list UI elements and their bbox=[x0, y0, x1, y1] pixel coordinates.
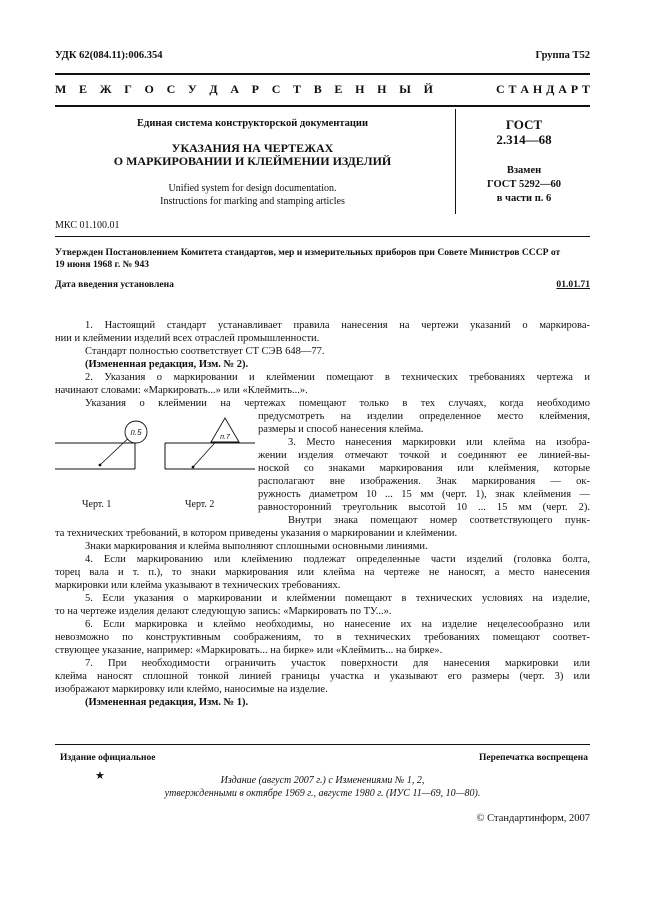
p1-line1: 1. Настоящий стандарт устанавливает правила нанесения на чертежи указаний о маркирова- bbox=[85, 320, 590, 331]
title-divider bbox=[455, 109, 456, 214]
banner-letter: А bbox=[558, 82, 567, 96]
banner-letter: Т bbox=[293, 82, 302, 96]
top-rule bbox=[55, 73, 590, 75]
p3-line3: ноской со знаками маркирования или клеймения, которые bbox=[258, 463, 590, 474]
figure-1-label: п.5 bbox=[130, 428, 142, 437]
replaces-block bbox=[458, 164, 590, 206]
doc-title-line2: О МАРКИРОВАНИИ И КЛЕЙМЕНИИ ИЗДЕЛИЙ bbox=[113, 154, 392, 168]
p4-line1: 4. Если маркированию или клеймению подлежат определенные части изделий (головка болта, bbox=[85, 554, 590, 565]
p3-line7: Внутри знака помещают номер соответствующего пунк- bbox=[288, 515, 590, 526]
gost-number: 2.314—68 bbox=[496, 132, 552, 147]
p6-line1: 6. Если маркировка и клеймо необходимы, но нанесение их на изделие нецелесообразно или bbox=[85, 619, 590, 630]
p2-line2: начинают словами: «Маркировать...» или «Клеймить...». bbox=[55, 385, 308, 396]
figure-1-caption: Черт. 1 bbox=[82, 499, 112, 510]
banner-letter: Д bbox=[546, 82, 555, 96]
p3-line4: располагают вне изображения. Знак маркирования — ок- bbox=[258, 476, 590, 487]
figure-2-label: п.7 bbox=[220, 434, 230, 441]
effective-date-value: 01.01.71 bbox=[556, 279, 590, 290]
banner-letter: Ж bbox=[99, 82, 112, 96]
star-icon: ★ bbox=[95, 770, 105, 782]
p6-line2: невозможно по конструктивным соображениям, то в технических требованиях помещают соответ- bbox=[55, 632, 590, 643]
p2-line4: предусмотреть на изделии определенное место клеймения, bbox=[258, 411, 590, 422]
p5-line2: то на чертеже изделия делают следующую запись: «Маркировать по ТУ...». bbox=[55, 606, 392, 617]
banner-letter: Р bbox=[251, 82, 260, 96]
p3-line9: Знаки маркирования и клейма выполняют сплошными основными линиями. bbox=[85, 541, 428, 552]
effective-date-label: Дата введения установлена bbox=[55, 279, 174, 290]
banner-letter: В bbox=[313, 82, 322, 96]
approval-line1: Утвержден Постановлением Комитета стандартов, мер и измерительных приборов при Совете Министров СССР от bbox=[55, 247, 561, 258]
banner-letter: Е bbox=[79, 82, 88, 96]
p1-line3: Стандарт полностью соответствует СТ СЭВ 648—77. bbox=[85, 346, 325, 357]
group-code: Группа Т52 bbox=[535, 50, 590, 61]
p3-line8: та технических требований, в котором приведены указания о маркировании и клеймении. bbox=[55, 528, 458, 539]
p3-line5: ружность диаметром 10 ... 15 мм (черт. 1), знак клеймения — bbox=[258, 489, 590, 500]
banner-letter: Т bbox=[581, 82, 590, 96]
english-title-line2: Instructions for marking and stamping articles bbox=[160, 196, 345, 207]
p3-line6: равносторонний треугольник высотой 10 ... 15 мм (черт. 2). bbox=[258, 502, 590, 513]
figure-1-marking-sign bbox=[55, 421, 147, 469]
gost-designation bbox=[458, 117, 590, 147]
approval-text bbox=[55, 247, 595, 271]
banner-letter: С bbox=[271, 82, 281, 96]
p2-line1: 2. Указания о маркировании и клеймении помещают в технических требованиях чертежа и bbox=[85, 372, 590, 383]
banner-word-interstate bbox=[55, 82, 433, 97]
p3-line1: 3. Место нанесения маркировки или клейма на изобра- bbox=[288, 437, 590, 448]
banner-word-standard bbox=[496, 82, 590, 97]
p7-line2: клейма наносят сплошной тонкой линией границы участка и указывают его размеры (черт. 3) или bbox=[55, 671, 590, 682]
banner-letter: Т bbox=[508, 82, 517, 96]
p7-line1: 7. При необходимости ограничить участок поверхности для нанесения маркировки или bbox=[85, 658, 590, 669]
p5-line1: 5. Если указания о маркировании и клеймении помещают в технических условиях на изделие, bbox=[85, 593, 590, 604]
udk-code: УДК 62(084.11):006.354 bbox=[55, 50, 163, 61]
p3-line2: жении изделия отмечают точкой и соединяют ее линией-вы- bbox=[258, 450, 590, 461]
banner-letter: О bbox=[144, 82, 154, 96]
system-name: Единая система конструкторской документации bbox=[137, 118, 368, 129]
banner-letter: Г bbox=[124, 82, 132, 96]
banner-letter: Й bbox=[423, 82, 433, 96]
banner-letter: А bbox=[520, 82, 530, 96]
p1-amendment: (Измененная редакция, Изм. № 2). bbox=[85, 359, 249, 370]
mks-code: МКС 01.100.01 bbox=[55, 220, 120, 231]
figure-2-stamping-sign bbox=[165, 418, 255, 469]
edition-note-line1: Издание (август 2007 г.) с Изменениями № 1, 2, bbox=[220, 775, 425, 786]
banner-letter: Д bbox=[209, 82, 218, 96]
banner-letter: А bbox=[230, 82, 239, 96]
figure-2-caption: Черт. 2 bbox=[185, 499, 215, 510]
edition-note bbox=[55, 774, 590, 800]
approval-line2: 19 июня 1968 г. № 943 bbox=[55, 259, 150, 270]
reprint-prohibited: Перепечатка воспрещена bbox=[478, 753, 588, 763]
replaces-part: в части п. 6 bbox=[496, 193, 552, 204]
p4-line2: торец вала и т. п.), то знаки маркирования или клейма на чертеже не наносят, а место нанесения bbox=[55, 567, 590, 578]
banner-rule bbox=[55, 105, 590, 107]
p2-line5: размеры и способ нанесения клейма. bbox=[258, 424, 424, 435]
banner-letter: С bbox=[496, 82, 505, 96]
edition-note-line2: утвержденными в октябре 1969 г., августе 1980 г. (ИУС 11—69, 10—80). bbox=[164, 788, 481, 799]
p6-line3: ствующее указание, например: «Маркировать... на бирке» или «Клеймить... на бирке». bbox=[55, 645, 443, 656]
doc-title-line1: УКАЗАНИЯ НА ЧЕРТЕЖАХ bbox=[171, 141, 334, 155]
p1-line2: нии и клеймении изделий всех отраслей промышленности. bbox=[55, 333, 320, 344]
official-edition: Издание официальное bbox=[60, 753, 156, 763]
english-title bbox=[55, 182, 450, 208]
english-title-line1: Unified system for design documentation. bbox=[168, 183, 337, 194]
banner-letter: М bbox=[55, 82, 67, 96]
banner-letter: С bbox=[166, 82, 176, 96]
doc-title bbox=[55, 142, 450, 168]
copyright: © Стандартинформ, 2007 bbox=[476, 813, 590, 824]
p4-line3: маркировки или клейма указывают в технических требованиях. bbox=[55, 580, 341, 591]
banner-letter: У bbox=[187, 82, 197, 96]
banner bbox=[55, 82, 590, 98]
banner-letter: Н bbox=[355, 82, 365, 96]
replaces-gost: ГОСТ 5292—60 bbox=[487, 179, 561, 190]
footer-rule bbox=[55, 744, 590, 745]
banner-letter: Е bbox=[334, 82, 343, 96]
replaces-label: Взамен bbox=[506, 165, 542, 176]
gost-label: ГОСТ bbox=[505, 117, 543, 132]
mks-rule bbox=[55, 236, 590, 237]
banner-letter: Н bbox=[377, 82, 387, 96]
p7-amendment: (Измененная редакция, Изм. № 1). bbox=[85, 697, 249, 708]
p2-line3: Указания о клеймении на чертежах помещают только в тех случаях, когда необходимо bbox=[85, 398, 590, 409]
banner-letter: Н bbox=[532, 82, 543, 96]
banner-letter: Ы bbox=[399, 82, 411, 96]
p7-line3: изображают маркировку или клеймо, наносимые на изделие. bbox=[55, 684, 328, 695]
banner-letter: Р bbox=[570, 82, 579, 96]
